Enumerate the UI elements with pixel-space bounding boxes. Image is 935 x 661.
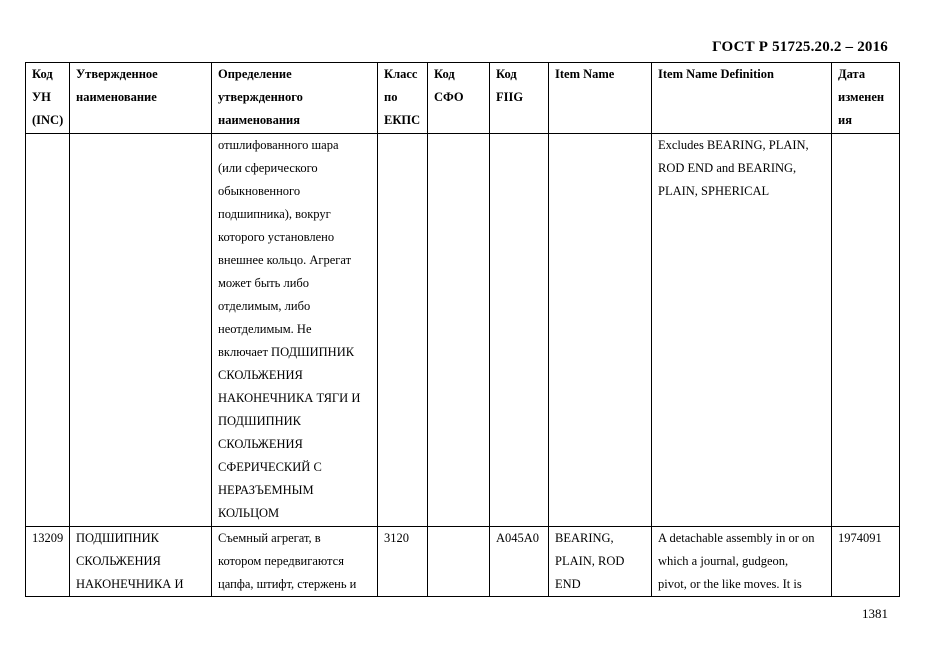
table-header-row [26,63,900,134]
header-sfo-code: Код СФО [428,63,490,134]
header-item-name: Item Name [549,63,652,134]
cell-item-name: BEARING, PLAIN, ROD END [549,527,652,597]
document-standard-number: ГОСТ Р 51725.20.2 – 2016 [712,39,888,55]
page-number: 1381 [862,606,888,621]
cell-ekps-class: 3120 [378,527,428,597]
cell-change-date: 1974091 [832,527,900,597]
cell-inc-code [26,134,70,527]
cell-definition: Съемный агрегат, в котором передвигаются цапфа, штифт, стержень и [212,527,378,597]
cell-ekps-class [378,134,428,527]
header-approved-name: Утвержденное наименование [70,63,212,134]
header-item-name-definition: Item Name Definition [652,63,832,134]
item-name-registry-table [25,62,900,597]
table-row [26,134,900,527]
header-fiig-code: Код FIIG [490,63,549,134]
cell-definition: отшлифованного шара (или сферического обыкновенного подшипника), вокруг которого установлено внешнее кольцо. Агрегат может быть либо отделимым, либо неотделимым. Не включает ПОДШИПНИК СКОЛЬЖЕНИЯ НАКОНЕЧНИКА ТЯГИ И ПОДШИПНИК СКОЛЬЖЕНИЯ СФЕРИЧЕСКИЙ С НЕРАЗЪЕМНЫМ КОЛЬЦОМ [212,134,378,527]
table-row [26,527,900,597]
cell-fiig-code: A045A0 [490,527,549,597]
cell-approved-name: ПОДШИПНИК СКОЛЬЖЕНИЯ НАКОНЕЧНИКА И [70,527,212,597]
cell-sfo-code [428,134,490,527]
cell-change-date [832,134,900,527]
header-approved-name-definition: Определение утвержденного наименования [212,63,378,134]
cell-inc-code: 13209 [26,527,70,597]
header-inc-code: Код УН (INC) [26,63,70,134]
cell-sfo-code [428,527,490,597]
header-change-date: Дата изменен ия [832,63,900,134]
cell-item-name-definition: A detachable assembly in or on which a journal, gudgeon, pivot, or the like moves. It is [652,527,832,597]
cell-fiig-code [490,134,549,527]
cell-item-name-definition: Excludes BEARING, PLAIN, ROD END and BEARING, PLAIN, SPHERICAL [652,134,832,527]
header-ekps-class: Класс по ЕКПС [378,63,428,134]
cell-approved-name [70,134,212,527]
cell-item-name [549,134,652,527]
